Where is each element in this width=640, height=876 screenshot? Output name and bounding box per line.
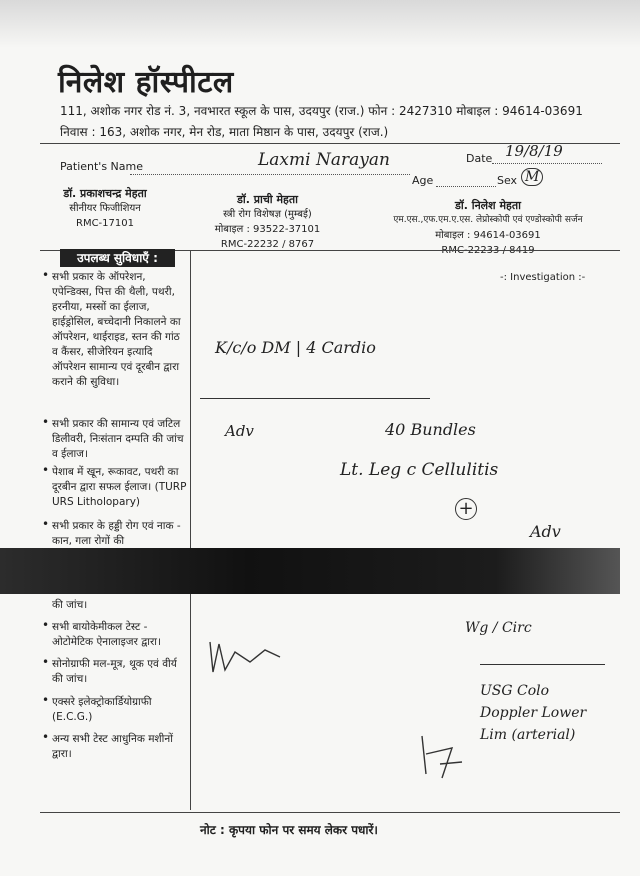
amenity-1: सभी प्रकार के ऑपरेशन, एपेन्डिक्स, पित्त की थैली, पथरी, हरनीया, मस्सों का ईलाज, हाईड्रोसिल, बच्चेदानी निकालने का ऑपरेशन, थाईराइड, स्तन की गांठ व कैंसर, सीजेरियन इत्यादि ऑपरेशन सामान्य एवं दूरबीन द्वारा कराने की सुविधा। bbox=[52, 271, 181, 388]
left-column-divider bbox=[190, 250, 191, 810]
age-label: Age bbox=[412, 174, 434, 187]
handwriting-weight: Wg / Circ bbox=[465, 620, 532, 636]
doctor-1-rmc: RMC-17101 bbox=[76, 218, 134, 229]
doctor-1-title: सीनीयर फिजीशियन bbox=[69, 203, 141, 214]
redaction-band bbox=[0, 548, 620, 594]
bullet-7: • bbox=[42, 693, 50, 707]
doctor-2-title: स्त्री रोग विशेषज्ञ (मुम्बई) bbox=[223, 209, 312, 220]
handwriting-bundles: 40 Bundles bbox=[385, 420, 476, 439]
bullet-1: • bbox=[42, 268, 50, 282]
doctor-3-title: एम.एस.,एफ.एम.ए.एस. लेप्रोस्कोपी एवं एण्डोस्कोपी सर्जन bbox=[393, 215, 583, 225]
amenities-heading: उपलब्ध सुविधाएँ : bbox=[60, 249, 175, 267]
signature-mark bbox=[412, 728, 472, 783]
amenity-5: सभी बायोकेमीकल टेस्ट - ओटोमेटिक ऐनालाइजर द्वारा। bbox=[52, 621, 161, 648]
patient-name-label: Patient's Name bbox=[60, 160, 144, 173]
handwriting-investigation: USG Colo Doppler Lower Lim (arterial) bbox=[480, 683, 587, 743]
footer-divider bbox=[40, 812, 620, 813]
doctor-3-name: डॉ. निलेश मेहता bbox=[454, 199, 521, 212]
handwriting-plus-mark: + bbox=[455, 498, 477, 520]
scan-shadow bbox=[0, 0, 640, 48]
doctor-2-mobile: मोबाइल : 93522-37101 bbox=[214, 224, 321, 235]
date-line bbox=[492, 163, 602, 164]
footer-note: नोट : कृपया फोन पर समय लेकर पधारें। bbox=[200, 823, 378, 837]
handwriting-diagnosis: Lt. Leg c Cellulitis bbox=[340, 460, 499, 480]
bullet-6: • bbox=[42, 655, 50, 669]
hospital-name: निलेश हॉस्पीटल bbox=[58, 65, 234, 100]
bullet-8: • bbox=[42, 730, 50, 744]
doctor-2-rmc: RMC-22232 / 8767 bbox=[220, 239, 315, 250]
amenity-7: एक्सरे इलेक्ट्रोकार्डियोग्राफी (E.C.G.) bbox=[52, 696, 152, 723]
doctor-2 bbox=[200, 192, 335, 252]
date-label: Date bbox=[466, 152, 493, 165]
amenity-2: सभी प्रकार की सामान्य एवं जटिल डिलीवरी, निःसंतान दम्पति की जांच व ईलाज। bbox=[52, 418, 184, 460]
investigation-label: -: Investigation :- bbox=[500, 272, 586, 283]
sex-label: Sex bbox=[497, 174, 518, 187]
sex-value: M bbox=[521, 168, 543, 186]
patient-name-value: Laxmi Narayan bbox=[258, 150, 390, 170]
hospital-address-2: निवास : 163, अशोक नगर, मेन रोड, माता मिष्ठान के पास, उदयपुर (राज.) bbox=[60, 125, 389, 139]
doctor-3-mobile: मोबाइल : 94614-03691 bbox=[435, 230, 541, 241]
handwriting-history: K/c/o DM | 4 Cardio bbox=[215, 338, 376, 357]
amenity-3: पेशाब में खून, रूकावट, पथरी का दूरबीन द्वारा सफल ईलाज। (TURP URS Litholopary) bbox=[52, 466, 187, 508]
age-line bbox=[436, 186, 496, 187]
bullet-2: • bbox=[42, 415, 50, 429]
doctor-1-name: डॉ. प्रकाशचन्द्र मेहता bbox=[63, 187, 147, 200]
handwriting-advice-2: Adv bbox=[530, 522, 561, 541]
bullet-4: • bbox=[42, 517, 50, 531]
handwriting-advice: Adv bbox=[225, 422, 254, 440]
date-value: 19/8/19 bbox=[505, 142, 563, 160]
signature-squiggle bbox=[205, 632, 295, 677]
bullet-5: • bbox=[42, 618, 50, 632]
doctor-2-name: डॉ. प्राची मेहता bbox=[236, 193, 299, 206]
amenity-4: सभी प्रकार के हड्डी रोग एवं नाक - कान, गला रोगों की bbox=[52, 520, 181, 547]
doctor-3 bbox=[368, 198, 608, 258]
bullet-3: • bbox=[42, 463, 50, 477]
amenity-6: सोनोग्राफी मल-मूत्र, थूक एवं वीर्य की जांच। bbox=[52, 658, 177, 685]
doctor-1 bbox=[40, 186, 170, 231]
amenity-8: अन्य सभी टेस्ट आधुनिक मशीनों द्वारा। bbox=[52, 733, 173, 760]
handwriting-underline-2 bbox=[480, 664, 605, 665]
handwriting-underline bbox=[200, 398, 430, 399]
patient-name-line bbox=[130, 174, 410, 175]
hospital-address-1: 111, अशोक नगर रोड नं. 3, नवभारत स्कूल के पास, उदयपुर (राज.) फोन : 2427310 मोबाइल : 94614-03691 bbox=[60, 104, 583, 118]
amenity-4-continued: की जांच। bbox=[52, 599, 88, 611]
